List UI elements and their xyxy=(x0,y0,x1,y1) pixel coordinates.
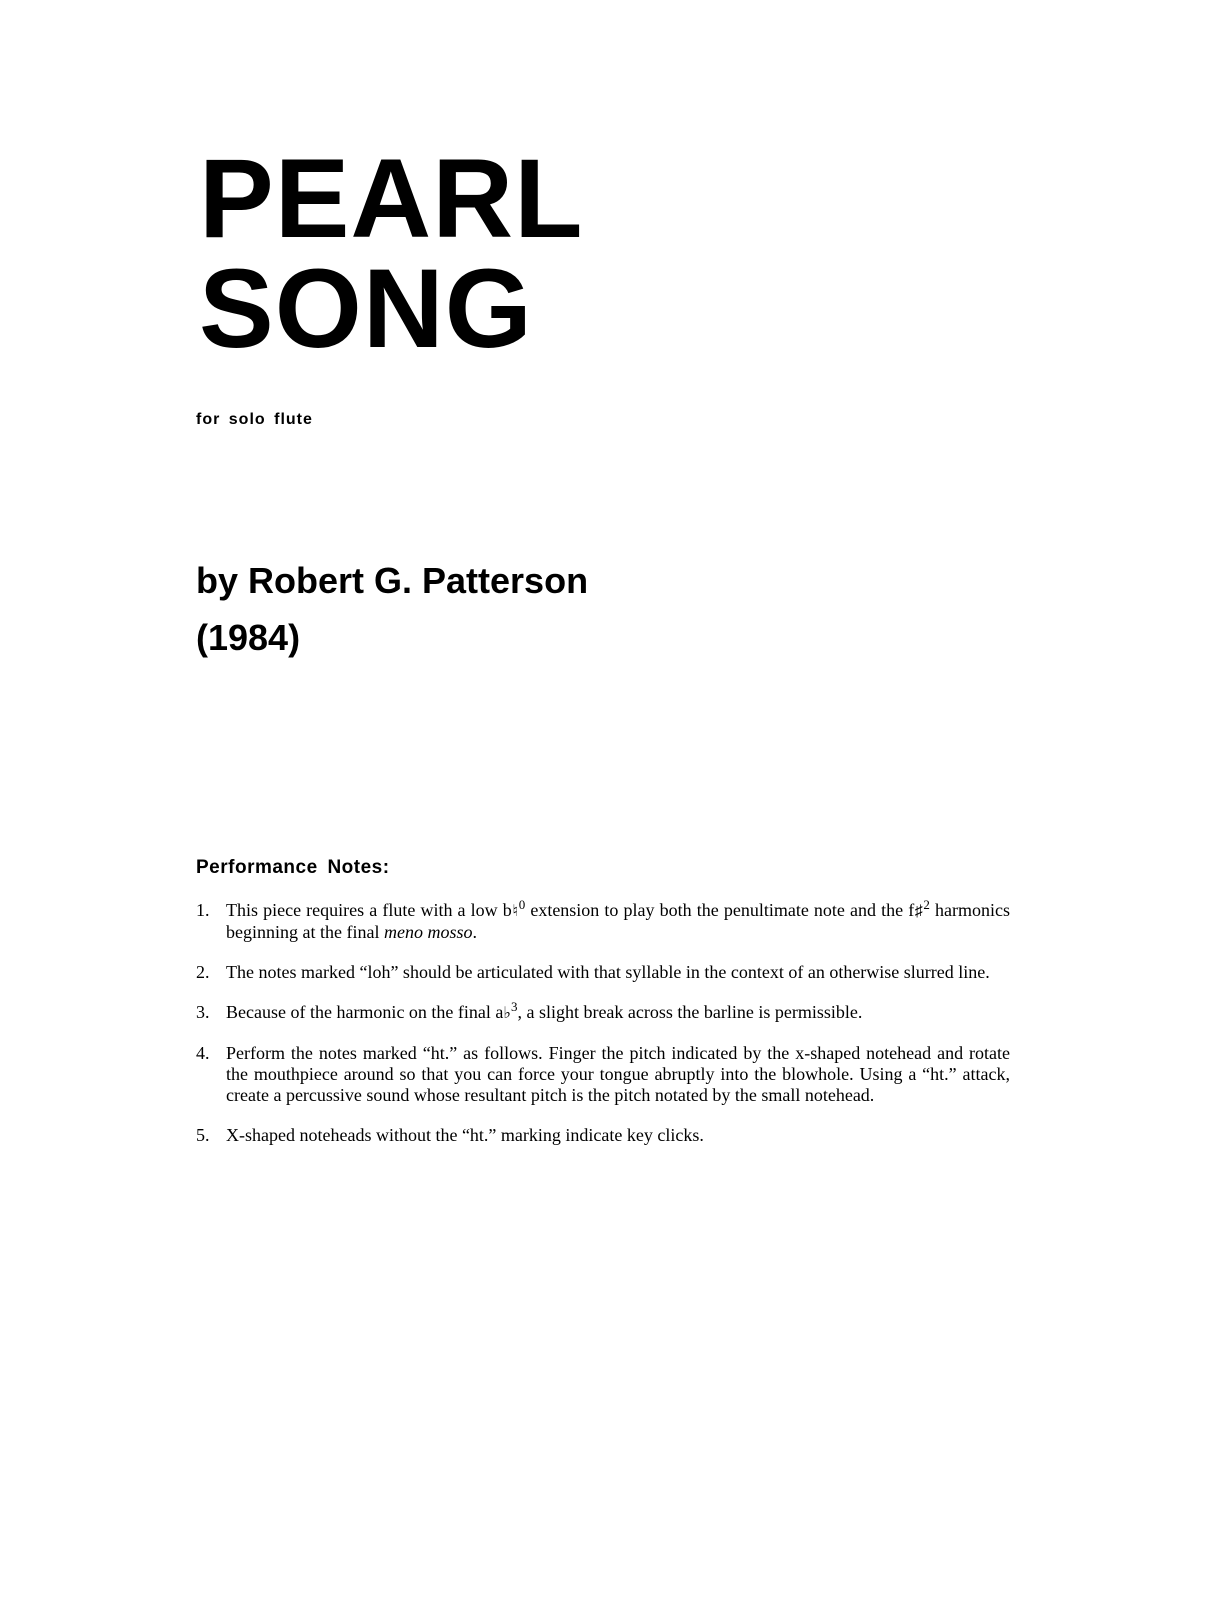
performance-notes-heading: Performance Notes: xyxy=(196,857,390,878)
sharp-sign: ♯ xyxy=(914,903,924,920)
note-text: Perform the notes marked “ht.” as follows. Finger the pitch indicated by the x-shaped notehead and rotate the mouthpiece around so that you can force your tongue abruptly into the blowhole. Using a “ht.” attack, create a percussive sound whose resultant pitch is the pitch notated by the small notehead. xyxy=(226,1043,1010,1105)
natural-sign: ♮ xyxy=(511,903,519,920)
performance-note-2 xyxy=(196,962,1010,983)
performance-note-4 xyxy=(196,1043,1010,1106)
note-text: The notes marked “loh” should be articulated with that syllable in the context of an otherwise slurred line. xyxy=(226,962,990,982)
note-text: X-shaped noteheads without the “ht.” marking indicate key clicks. xyxy=(226,1125,704,1145)
composer-name: by Robert G. Patterson xyxy=(196,560,589,601)
note-text-segment: , a slight break across the barline is permissible. xyxy=(517,1002,863,1022)
title-line-2: SONG xyxy=(199,246,533,371)
note-text-segment: harmonics beginning at the final xyxy=(226,900,1011,942)
note-number: 4. xyxy=(196,1043,210,1063)
note-text xyxy=(226,897,1011,943)
composition-year: (1984) xyxy=(196,617,301,658)
performance-note-1 xyxy=(196,897,1011,943)
note-text-segment: This piece requires a flute with a low b xyxy=(226,900,512,920)
flat-sign: ♭ xyxy=(503,1005,511,1022)
note-text-segment: extension to play both the penultimate note and the f xyxy=(525,900,915,920)
title-line-1: PEARL xyxy=(199,136,584,261)
performance-note-3 xyxy=(196,999,1010,1024)
note-number: 5. xyxy=(196,1125,210,1145)
octave-superscript: 3 xyxy=(510,999,518,1014)
performance-notes-list xyxy=(196,897,1011,1165)
note-text-segment: Because of the harmonic on the final a xyxy=(226,1002,504,1022)
tempo-marking: meno mosso xyxy=(383,922,473,942)
performance-note-5 xyxy=(196,1125,1010,1146)
note-text xyxy=(226,999,1010,1024)
note-number: 2. xyxy=(196,962,210,982)
note-number: 1. xyxy=(196,900,210,920)
note-number: 3. xyxy=(196,1002,210,1022)
octave-superscript: 0 xyxy=(518,897,526,912)
octave-superscript: 2 xyxy=(923,897,930,912)
note-text-segment: . xyxy=(472,922,477,942)
subtitle: for solo flute xyxy=(196,411,313,428)
